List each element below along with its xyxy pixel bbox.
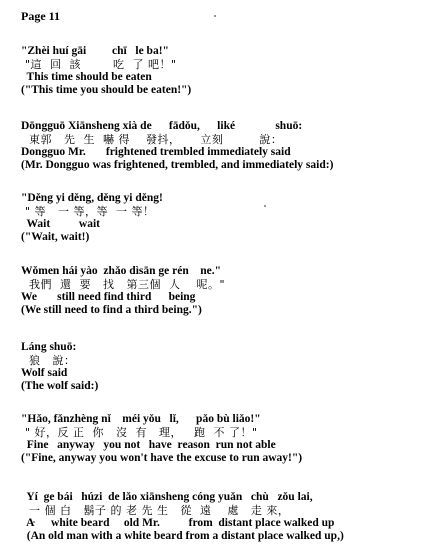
gloss-line: We still need find third being (21, 291, 196, 303)
stanza-6 (21, 413, 302, 465)
translation-line: (The wolf said:) (21, 380, 99, 392)
gloss-line: Dongguo Mr. frightened trembled immediately said (21, 146, 291, 158)
chinese-line: 一 個 白 鬍子 的 老 先 生 從 遠 處 走 來， (21, 504, 290, 517)
chinese-line: "這 回 該 吃 了 吧！" (21, 58, 177, 71)
gloss-line: This time should be eaten (21, 71, 152, 83)
chinese-line: " 等 一 等，等 一 等！ (21, 205, 155, 218)
pinyin-line: Yí ge bái húzi de lǎo xiānsheng cóng yuǎn chù zǒu lai, (21, 491, 313, 503)
scan-speck (264, 205, 266, 207)
stanza-2 (21, 120, 333, 172)
gloss-line: Wait wait (21, 218, 101, 230)
chinese-line: 東郭 先 生 嚇 得 發抖， 立刻 說： (21, 133, 283, 146)
translation-line: (Mr. Dongguo was frightened, trembled, and immediately said:) (21, 159, 334, 171)
chinese-line: 狼 說： (21, 354, 76, 367)
stanza-1 (21, 45, 191, 97)
stanza-7 (21, 491, 344, 543)
pinyin-line: Dōngguō Xiānsheng xià de fādǒu, liké shuō: (21, 120, 303, 132)
page-title: Page 11 (21, 9, 60, 23)
translation-line: (We still need to find a third being.") (21, 304, 202, 316)
gloss-line: Wolf said (21, 367, 68, 379)
translation-line: (An old man with a white beard from a distant place walked up,) (21, 530, 344, 542)
scan-speck (214, 15, 216, 17)
stanza-4 (21, 265, 225, 317)
stanza-5 (21, 341, 98, 393)
stanza-3 (21, 192, 163, 244)
pinyin-line: Láng shuō: (21, 341, 77, 353)
gloss-line: Fine anyway you not have reason run not able (21, 439, 276, 451)
pinyin-line: "Hǎo, fǎnzhèng nǐ méi yǒu lǐ, pǎo bù liǎo!" (21, 413, 261, 425)
chinese-line: 我們 還 要 找 第三個 人 呢。" (21, 278, 225, 291)
pinyin-line: Wǒmen hái yào zhǎo dìsān ge rén ne." (21, 265, 221, 277)
gloss-line: A white beard old Mr. from distant place walked up (21, 517, 335, 529)
pinyin-line: "Děng yi děng, děng yi děng! (21, 192, 163, 204)
translation-line: ("This time you should be eaten!") (21, 84, 192, 96)
translation-line: ("Wait, wait!) (21, 231, 90, 243)
translation-line: ("Fine, anyway you won't have the excuse to run away!") (21, 452, 303, 464)
pinyin-line: "Zhèi huí gāi chī le ba!" (21, 45, 169, 57)
chinese-line: " 好，反 正 你 沒 有 理， 跑 不 了！" (21, 426, 258, 439)
